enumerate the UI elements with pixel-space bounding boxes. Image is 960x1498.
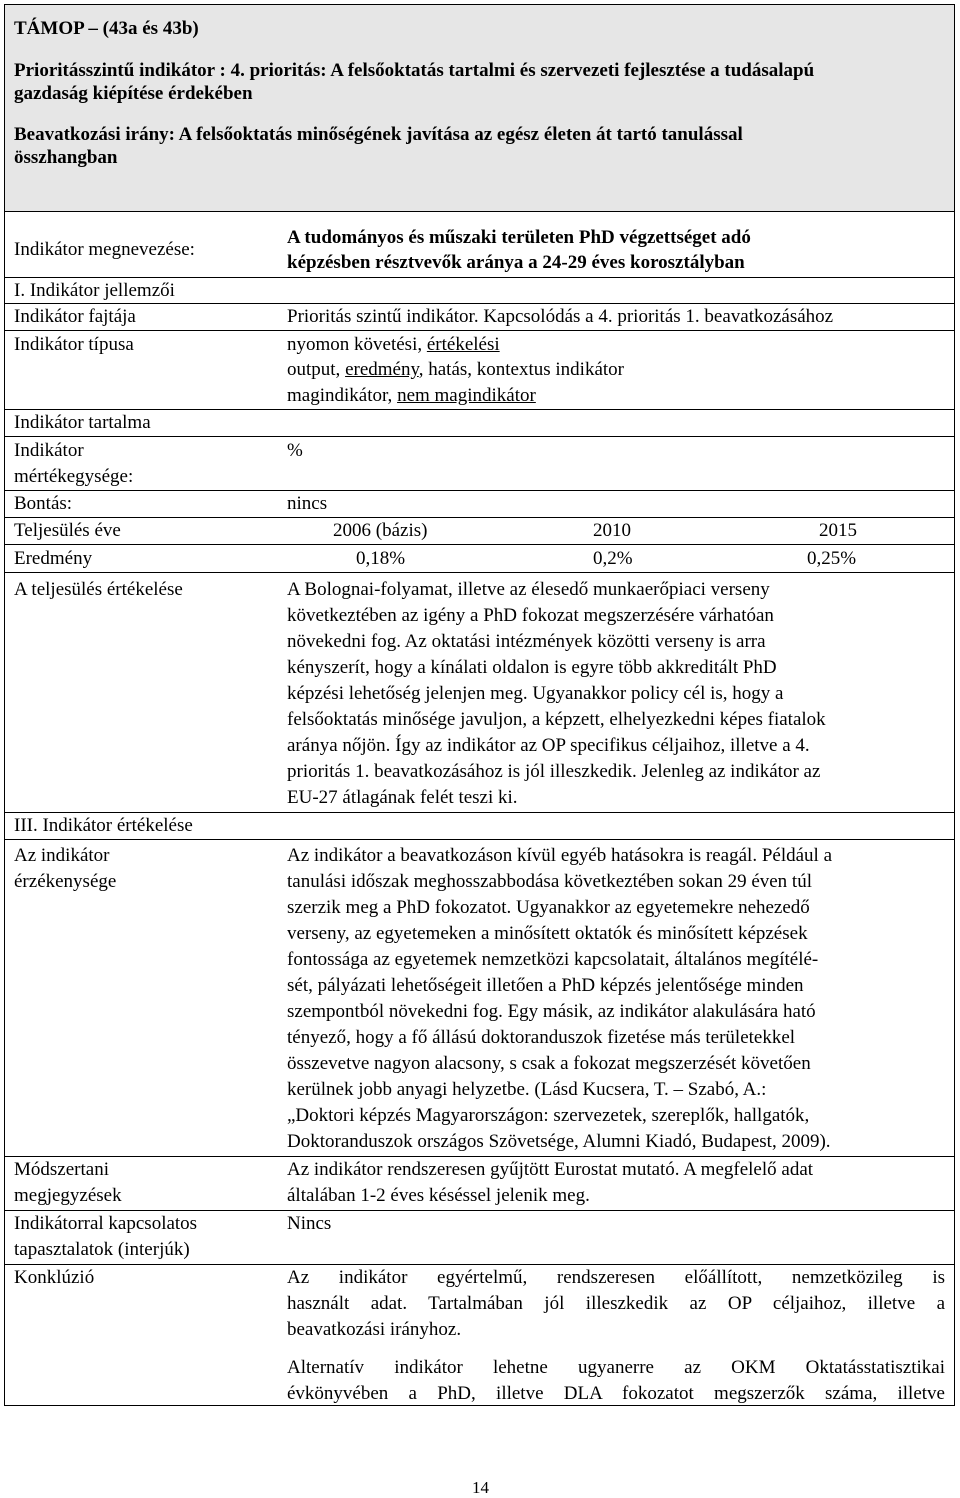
type-option: output,: [287, 359, 346, 380]
divider: [4, 277, 955, 278]
type-option-selected: eredmény: [345, 359, 419, 380]
sensitivity-line: Doktoranduszok országos Szövetsége, Alumni Kiadó, Budapest, 2009).: [287, 1131, 831, 1152]
section-1-heading: I. Indikátor jellemzői: [14, 280, 175, 301]
breakdown-value: nincs: [287, 493, 328, 514]
content-label: Indikátor tartalma: [14, 412, 151, 433]
unit-label-line-1: Indikátor: [14, 440, 84, 461]
type-option-selected: nem magindikátor: [397, 385, 536, 406]
result-label: Eredmény: [14, 548, 93, 569]
eval-line: növekedni fog. Az oktatási intézmények közötti verseny is arra: [287, 631, 766, 652]
alternative-line: Alternatív indikátor lehetne ugyanerre az OKM Oktatásstatisztikai: [287, 1357, 945, 1378]
name-value-line-2: képzésben résztvevők aránya a 24-29 éves korosztályban: [287, 252, 745, 273]
sensitivity-line: sét, pályázati lehetőségeit illetően a PhD képzés jelentősége minden: [287, 975, 804, 996]
priority-line-1: Prioritásszintű indikátor : 4. prioritás: A felsőoktatás tartalmi és szervezeti fejlesztése a tudásalapú: [14, 60, 815, 81]
eval-line: prioritás 1. beavatkozásához is jól illeszkedik. Jelenleg az indikátor az: [287, 761, 821, 782]
sensitivity-line: verseny, az egyetemeken a minősített oktatók és minősített képzések: [287, 923, 808, 944]
kind-value: Prioritás szintű indikátor. Kapcsolódás a 4. prioritás 1. beavatkozásához: [287, 306, 834, 327]
divider: [4, 330, 955, 331]
method-label-line-1: Módszertani: [14, 1159, 109, 1180]
year-cell: 2015: [819, 520, 857, 541]
method-line: általában 1-2 éves késéssel jelenik meg.: [287, 1185, 590, 1206]
result-cell: 0,18%: [356, 548, 406, 569]
result-cell: 0,25%: [807, 548, 857, 569]
conclusion-line: Az indikátor egyértelmű, rendszeresen előállított, nemzetközileg is: [287, 1267, 945, 1288]
intervention-line-2: összhangban: [14, 147, 118, 168]
page-number: 14: [472, 1478, 489, 1497]
divider: [4, 839, 955, 840]
sensitivity-line: szerzik meg a PhD fokozatot. Ugyanakkor az egyetemekre nehezedő: [287, 897, 810, 918]
divider: [4, 409, 955, 410]
year-cell: 2006 (bázis): [333, 520, 428, 541]
divider: [4, 544, 955, 545]
method-label-line-2: megjegyzések: [14, 1185, 122, 1206]
divider: [4, 303, 955, 304]
type-line-2: [287, 358, 624, 382]
table-title: TÁMOP – (43a és 43b): [14, 18, 199, 39]
eval-label: A teljesülés értékelése: [14, 579, 183, 600]
priority-line-2: gazdaság kiépítése érdekében: [14, 83, 253, 104]
sensitivity-label-line-2: érzékenysége: [14, 871, 117, 892]
name-label: Indikátor megnevezése:: [14, 239, 195, 260]
divider: [4, 1264, 955, 1265]
type-option: , hatás, kontextus indikátor: [418, 359, 625, 380]
divider: [4, 572, 955, 573]
conclusion-label: Konklúzió: [14, 1267, 95, 1288]
eval-line: következtében az igény a PhD fokozat megszerzésére várhatóan: [287, 605, 774, 626]
experience-label-line-1: Indikátorral kapcsolatos: [14, 1213, 198, 1234]
sensitivity-label-line-1: Az indikátor: [14, 845, 110, 866]
type-line-3: [287, 384, 536, 408]
type-option: nyomon követési,: [287, 334, 427, 355]
alternative-line: évkönyvében a PhD, illetve DLA fokozatot megszerzők száma, illetve: [287, 1383, 945, 1404]
eval-line: aránya nőjön. Így az indikátor az OP specifikus céljaihoz, illetve a 4.: [287, 735, 810, 756]
eval-line: felsőoktatás minősége javuljon, a képzett, elhelyezkedni képes fiatalok: [287, 709, 826, 730]
intervention-line-1: Beavatkozási irány: A felsőoktatás minőségének javítása az egész életen át tartó tanulással: [14, 124, 743, 145]
eval-line: képzési lehetőség jelenjen meg. Ugyanakkor policy cél is, hogy a: [287, 683, 784, 704]
eval-line: kényszerít, hogy a kínálati oldalon is egyre több akkreditált PhD: [287, 657, 777, 678]
breakdown-label: Bontás:: [14, 493, 73, 514]
sensitivity-line: összevetve nagyon alacsony, s csak a fokozat megszerzését követően: [287, 1053, 811, 1074]
type-option-selected: értékelési: [426, 334, 500, 355]
divider: [4, 436, 955, 437]
experience-label-line-2: tapasztalatok (interjúk): [14, 1239, 190, 1260]
sensitivity-line: tényező, hogy a fő állású doktoranduszok fizetése más területekkel: [287, 1027, 796, 1048]
divider: [4, 517, 955, 518]
unit-label-line-2: mértékegysége:: [14, 466, 134, 487]
conclusion-line: beavatkozási irányhoz.: [287, 1319, 462, 1340]
result-cell: 0,2%: [593, 548, 633, 569]
sensitivity-line: „Doktori képzés Magyarországon: szervezetek, szereplők, hallgatók,: [287, 1105, 810, 1126]
divider: [4, 1156, 955, 1157]
type-label: Indikátor típusa: [14, 334, 134, 355]
experience-value: Nincs: [287, 1213, 332, 1234]
name-value-line-1: A tudományos és műszaki területen PhD végzettséget adó: [287, 227, 751, 248]
eval-line: A Bolognai-folyamat, illetve az élesedő munkaerőpiaci verseny: [287, 579, 770, 600]
type-option: magindikátor,: [287, 385, 398, 406]
sensitivity-line: szempontból növekedni fog. Egy másik, az indikátor alakulására ható: [287, 1001, 816, 1022]
sensitivity-line: Az indikátor a beavatkozáson kívül egyéb hatásokra is reagál. Például a: [287, 845, 832, 866]
sensitivity-line: tanulási időszak meghosszabbodása következtében sokan 29 éven túl: [287, 871, 812, 892]
unit-value: %: [287, 440, 303, 461]
year-cell: 2010: [593, 520, 631, 541]
sensitivity-line: kerülnek jobb anyagi helyzetbe. (Lásd Kucsera, T. – Szabó, A.:: [287, 1079, 767, 1100]
divider: [4, 490, 955, 491]
divider: [4, 812, 955, 813]
section-3-heading: III. Indikátor értékelése: [14, 815, 193, 836]
method-line: Az indikátor rendszeresen gyűjtött Eurostat mutató. A megfelelő adat: [287, 1159, 814, 1180]
conclusion-line: használt adat. Tartalmában jól illeszkedik az OP céljaihoz, illetve a: [287, 1293, 945, 1314]
type-line-1: [287, 333, 500, 357]
eval-line: EU-27 átlagának felét teszi ki.: [287, 787, 518, 808]
year-label: Teljesülés éve: [14, 520, 121, 541]
kind-label: Indikátor fajtája: [14, 306, 136, 327]
sensitivity-line: fontossága az egyetemek nemzetközi kapcsolatait, általános megítélé-: [287, 949, 819, 970]
divider: [4, 1210, 955, 1211]
